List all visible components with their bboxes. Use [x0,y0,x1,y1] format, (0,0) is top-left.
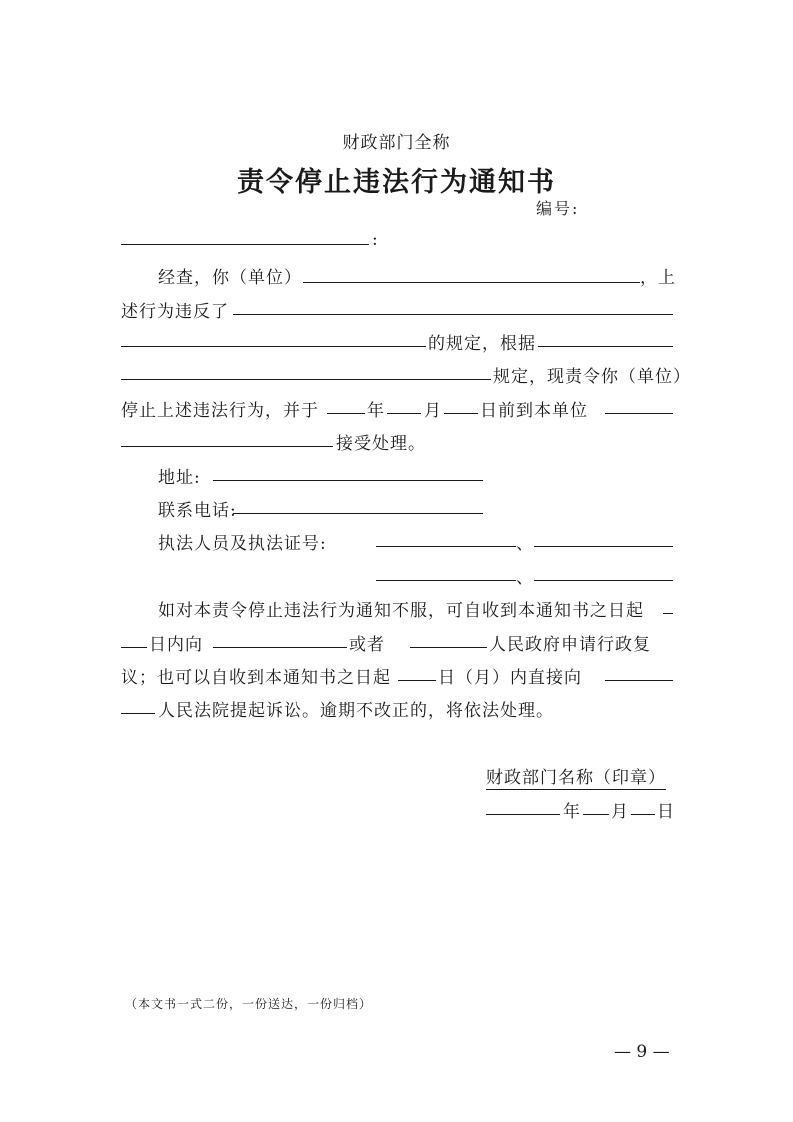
p1-text-6: 停止上述违法行为，并于 [121,401,319,421]
appeal-line-2a: 日内向 [149,635,203,655]
deadline-year-blank[interactable] [327,413,365,414]
phone-label: 联系电话: [158,501,237,521]
sign-month: 月 [611,802,629,822]
recipient-blank[interactable] [121,244,369,245]
deadline-day-blank[interactable] [444,413,478,414]
appeal-line-2c: 人民政府申请行政复 [489,635,651,655]
appeal-days-blank-2[interactable] [121,647,147,648]
officer-1-blank[interactable] [376,546,516,547]
government-blank[interactable] [410,647,487,648]
p1-text-2: ，上 [640,268,676,288]
sign-day: 日 [657,802,675,822]
p1-year: 年 [367,401,385,421]
sign-year: 年 [563,802,581,822]
review-authority-blank[interactable] [213,647,347,648]
p1-text-7: 接受处理。 [336,434,426,454]
appeal-days-blank-1[interactable] [663,613,673,614]
basis-blank-2[interactable] [121,379,491,380]
p1-month: 月 [424,401,442,421]
basis-blank-1[interactable] [538,346,673,347]
deadline-month-blank[interactable] [387,413,421,414]
venue-blank-2[interactable] [121,446,333,447]
p1-text-1: 经查，你（单位） [158,268,302,288]
page-number: — 9 — [614,1042,670,1062]
issuing-authority: 财政部门全称 [342,133,451,153]
lawsuit-period-blank[interactable] [398,680,436,681]
officer-4-blank[interactable] [534,580,673,581]
p1-text-3: 述行为违反了 [121,302,229,322]
appeal-line-4: 人民法院提起诉讼。逾期不改正的，将依法处理。 [158,701,554,721]
doc-number-label: 编号: [536,199,580,218]
officer-separator-2: 、 [516,568,534,588]
sign-day-blank[interactable] [631,814,655,815]
phone-blank[interactable] [233,513,483,514]
venue-blank-1[interactable] [605,413,673,414]
copy-note: （本文书一式二份，一份送达，一份归档） [125,997,373,1011]
appeal-line-3a: 议；也可以自收到本通知书之日起 [121,668,391,688]
violation-blank[interactable] [303,282,640,283]
regulation-blank-1[interactable] [233,314,673,315]
appeal-line-1: 如对本责令停止违法行为通知不服，可自收到本通知书之日起 [158,601,644,621]
p1-text-4: 的规定，根据 [428,334,536,354]
sign-month-blank[interactable] [583,814,609,815]
court-blank-1[interactable] [605,680,673,681]
officer-2-blank[interactable] [534,546,673,547]
address-label: 地址: [158,468,201,488]
court-blank-2[interactable] [121,713,155,714]
officer-3-blank[interactable] [376,580,516,581]
officer-separator-1: 、 [516,534,534,554]
address-blank[interactable] [213,480,483,481]
appeal-line-3b: 日（月）内直接向 [438,668,582,688]
document-title: 责令停止违法行为通知书 [237,167,556,198]
recipient-colon: : [372,230,379,250]
officers-label: 执法人员及执法证号: [158,534,327,554]
appeal-line-2b: 或者 [349,635,385,655]
issuer-seal: 财政部门名称（印章） [486,763,666,790]
p1-text-5: 规定，现责令你（单位） [493,367,691,387]
p1-day: 日前到本单位 [480,401,588,421]
regulation-blank-2[interactable] [121,346,426,347]
sign-year-blank[interactable] [486,814,560,815]
